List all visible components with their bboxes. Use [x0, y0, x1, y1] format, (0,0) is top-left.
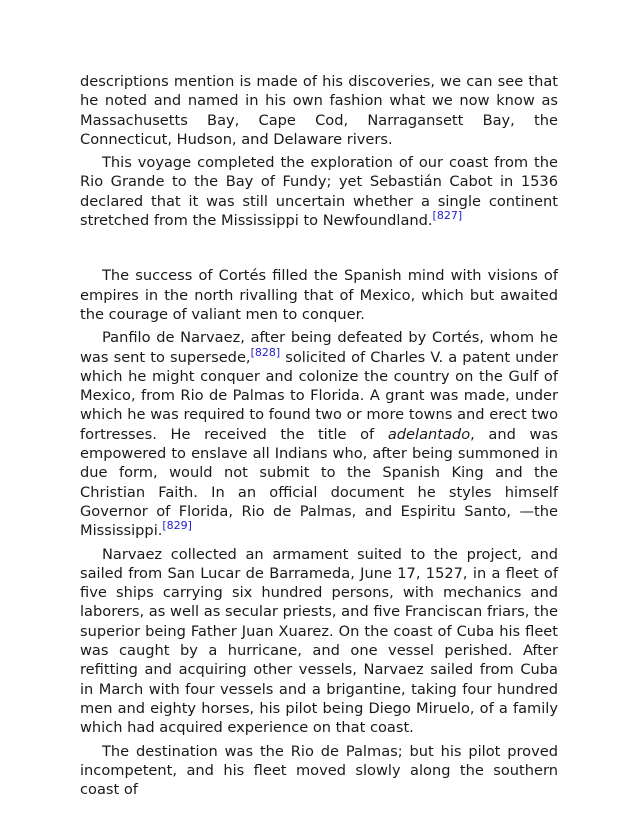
paragraph-text: The success of Cortés filled the Spanish mind with visions of empires in the north rivalling that of Mexico, which but awaited the courage of valiant men to conquer. — [80, 267, 558, 323]
footnote-link-829[interactable]: [829] — [162, 519, 192, 533]
paragraph-armament — [80, 545, 558, 738]
paragraph-text: This voyage completed the exploration of our coast from the Rio Grande to the Bay of Fundy; yet Sebastián Cabot in 1536 declared that it was still uncertain whether a single continent stretched from the Mississippi to Newfoundland. — [80, 154, 558, 230]
paragraph-text: Panfilo de Narvaez, after being defeated by Cortés, whom he was sent to supersede, — [80, 329, 558, 366]
footnote-link-827[interactable]: [827] — [432, 209, 463, 223]
paragraph-destination — [80, 742, 558, 800]
paragraph-text: Narvaez collected an armament suited to the project, and sailed from San Lucar de Barrameda, June 17, 1527, in a fleet of five ships carrying six hundred persons, with mechanics and laborers, as well as secular priests, and five Franciscan friars, the superior being Father Juan Xuarez. On the coast of Cuba his fleet was caught by a hurricane, and one vessel perished. After refitting and acquiring other vessels, Narvaez sailed from Cuba in March with four vessels and a brigantine, taking four hundred men and eighty horses, his pilot being Diego Miruelo, of a family which had acquired experience on that coast. — [80, 545, 558, 737]
paragraph-text: solicited of Charles V. a patent under which he might conquer and colonize the country on the Gulf of Mexico, from Rio de Palmas to Florida. A grant was made, under which he was required to found two or more towns and erect two fortresses. He received the title of — [80, 348, 558, 443]
paragraph-narvaez-patent — [80, 328, 558, 540]
paragraph-continued — [80, 72, 558, 149]
paragraph-text: The destination was the Rio de Palmas; but his pilot proved incompetent, and his fleet moved slowly along the southern coast of — [80, 742, 558, 799]
italic-term: adelantado — [387, 425, 471, 443]
paragraph-cabot — [80, 153, 558, 230]
paragraph-cortes — [80, 266, 558, 324]
paragraph-text: descriptions mention is made of his discoveries, we can see that he noted and named in his own fashion what we now know as Massachusetts Bay, Cape Cod, Narragansett Bay, the Connecticut, Hudson, and Delaware rivers. — [80, 73, 558, 148]
footnote-link-828[interactable]: [828] — [250, 345, 281, 359]
book-page — [80, 72, 558, 799]
section-break — [80, 230, 558, 266]
paragraph-text: , and was empowered to enslave all Indians who, after being summoned in due form, would not submit to the Spanish King and the Christian Faith. In an official document he styles himself Governor of Florida, Rio de Palmas, and Espiritu Santo, —the Mississippi. — [80, 425, 558, 540]
